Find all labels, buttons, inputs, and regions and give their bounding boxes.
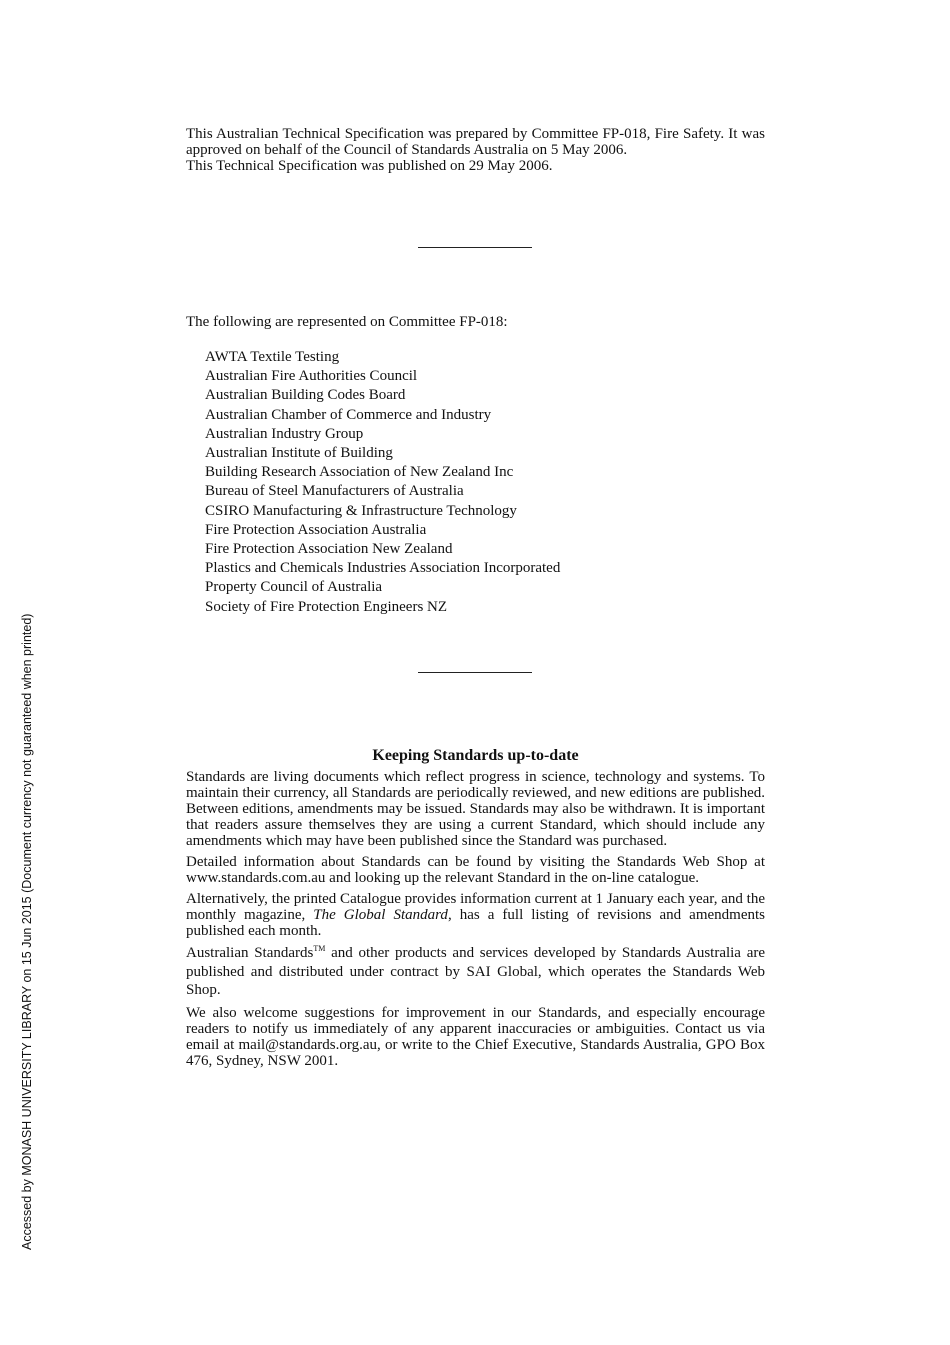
section-divider xyxy=(418,672,532,673)
list-item: Australian Institute of Building xyxy=(205,445,393,462)
committee-member-list xyxy=(205,348,560,617)
list-item: Society of Fire Protection Engineers NZ xyxy=(205,598,448,615)
list-item: Australian Fire Authorities Council xyxy=(205,368,418,385)
list-item: Plastics and Chemicals Industries Association Incorporated xyxy=(205,560,561,577)
approval-statement: This Australian Technical Specification was prepared by Committee FP-018, Fire Safety. It was approved on behalf of the Council of Standards Australia on 5 May 2006. xyxy=(186,126,765,158)
publication-statement: This Technical Specification was published on 29 May 2006. xyxy=(186,158,553,174)
keeping-standards-body xyxy=(186,769,765,1074)
keeping-standards-title: Keeping Standards up-to-date xyxy=(372,747,579,764)
list-item: Australian Chamber of Commerce and Industry xyxy=(205,406,492,423)
paragraph-catalogue xyxy=(186,891,765,939)
section-divider xyxy=(418,247,532,248)
access-watermark: Accessed by MONASH UNIVERSITY LIBRARY on 15 Jun 2015 (Document currency not guaranteed when printed) xyxy=(20,613,34,1250)
trademark-symbol: TM xyxy=(313,944,326,953)
list-item: Australian Industry Group xyxy=(205,425,364,442)
catalogue-text-end: , has a full listing of revisions and amendments published each month. xyxy=(186,907,765,939)
list-item: Building Research Association of New Zealand Inc xyxy=(205,464,514,481)
magazine-title: The Global Standard xyxy=(313,907,448,923)
paragraph-sai-global xyxy=(186,944,765,1000)
list-item: Property Council of Australia xyxy=(205,579,383,596)
list-item: AWTA Textile Testing xyxy=(205,349,340,365)
list-item: Bureau of Steel Manufacturers of Australia xyxy=(205,483,464,500)
paragraph-feedback: We also welcome suggestions for improvement in our Standards, and especially encourage readers to notify us immediately of any apparent inaccuracies or ambiguities. Contact us via email at mail@standards.org.au, or write to the Chief Executive, Standards Australia, GPO Box 476, Sydney, NSW 2001. xyxy=(186,1004,765,1069)
brand-name: Australian Standards xyxy=(186,945,314,961)
list-item: Australian Building Codes Board xyxy=(205,387,406,404)
preparation-notice xyxy=(186,126,765,174)
committee-heading: The following are represented on Committee FP-018: xyxy=(186,314,508,330)
list-item: Fire Protection Association Australia xyxy=(205,521,427,538)
list-item: Fire Protection Association New Zealand xyxy=(205,541,453,558)
sai-global-text: and other products and services developed by Standards Australia are published and distributed under contract by SAI Global, which operates the Standards Web Shop. xyxy=(186,945,766,998)
paragraph-web-shop: Detailed information about Standards can be found by visiting the Standards Web Shop at www.standards.com.au and looking up the relevant Standard in the on-line catalogue. xyxy=(186,854,765,886)
paragraph-living-documents: Standards are living documents which reflect progress in science, technology and systems. To maintain their currency, all Standards are periodically reviewed, and new editions are published. Between editions, amendments may be issued. Standards may also be withdrawn. It is important that readers assure themselves they are using a current Standard, which should include any amendments which may have been published since the Standard was purchased. xyxy=(186,769,765,849)
list-item: CSIRO Manufacturing & Infrastructure Technology xyxy=(205,502,517,519)
catalogue-text-start: Alternatively, the printed Catalogue provides information current at 1 January each year, and the monthly magazine, xyxy=(186,891,765,923)
